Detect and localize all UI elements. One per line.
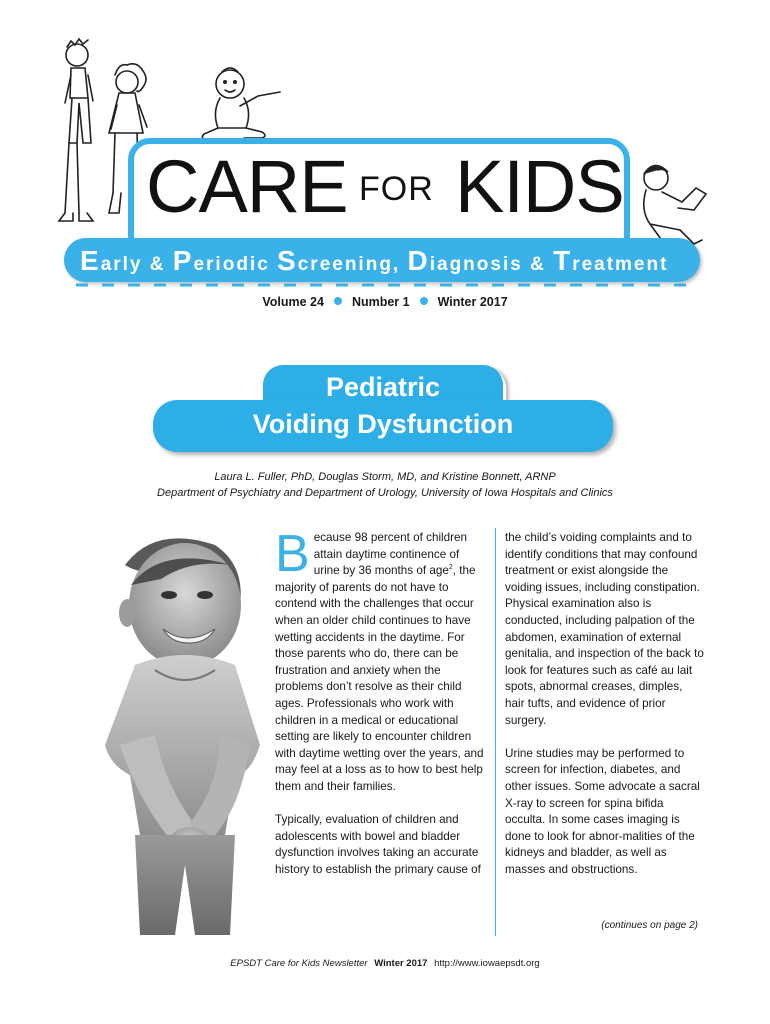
page-footer — [0, 958, 770, 969]
article-title-line2: Voiding Dysfunction — [252, 409, 514, 439]
affiliation: Department of Psychiatry and Department of Urology, University of Iowa Hospitals and Clinics — [157, 487, 613, 499]
subtitle-cap-e: E — [80, 245, 101, 276]
paragraph-rest: , the majority of parents do not have to contend with the challenges that occur when an older child continues to have wetting accidents in the daytime. For those parents who do, there can be frustration and anxiety when the problems don’t resolve as their child ages. Professionals who work with children in a medical or educational setting are likely to encounter children with daytime wetting over the years, and may feel at a loss as to how to best help them and their families. — [275, 564, 484, 793]
masthead-title-for: FOR — [359, 170, 434, 208]
article-paragraph — [275, 525, 487, 796]
subtitle-word-diagnosis: iagnosis & — [429, 254, 554, 275]
baby-drawing-icon — [200, 62, 288, 142]
footer-newsletter: EPSDT Care for Kids Newsletter — [230, 958, 368, 969]
article-paragraph: Urine studies may be performed to screen for infection, diabetes, and other issues. Some advocate a sacral X-ray to screen for spina bifida occulta. In some cases imaging is done to look for abnor-malities of the kidneys and bladder, as well as masses and obstructions. — [505, 746, 700, 876]
paragraph-lead: ecause 98 percent of children attain daytime continence of urine by 36 months of age — [313, 531, 468, 578]
issue-info — [0, 295, 770, 309]
subtitle-cap-p: P — [172, 245, 194, 276]
issue-volume: Volume 24 — [262, 295, 324, 309]
footer-url[interactable]: http://www.iowaepsdt.org — [434, 958, 540, 969]
issue-number: Number 1 — [351, 295, 410, 309]
article-column-2 — [505, 530, 705, 895]
article-column-1 — [275, 525, 487, 895]
article-paragraph: Typically, evaluation of children and adolescents with bowel and bladder dysfunction involves taking an accurate history to establish the primary cause of — [275, 813, 481, 876]
subtitle-dash-rule — [76, 282, 696, 288]
drop-cap: B — [275, 525, 310, 583]
separator-dot — [420, 297, 428, 305]
column-divider — [495, 528, 496, 936]
footer-edition: Winter 2017 — [374, 958, 428, 969]
child-photo — [95, 525, 265, 935]
masthead-title-care: CARE — [146, 145, 348, 228]
footnote-ref: 2 — [448, 564, 453, 572]
subtitle-word-periodic: eriodic — [193, 254, 278, 275]
article-byline — [0, 469, 770, 501]
subtitle-word-early: arly & — [100, 254, 173, 275]
subtitle-word-treatment: reatment — [572, 254, 669, 275]
subtitle-cap-t: T — [553, 245, 573, 276]
masthead-subtitle — [80, 246, 700, 276]
masthead-title-kids: KIDS — [455, 145, 624, 228]
subtitle-word-screening: creening, — [297, 254, 408, 275]
issue-season: Winter 2017 — [437, 295, 508, 309]
article-paragraph: the child’s voiding complaints and to identify conditions that may confound treatment or exist alongside the voiding issues, including constipation. Physical examination also is conducted, including palpation of the abdomen, examination of external genitalia, and inspection of the back to look for features such as café au lait spots, abnormal creases, dimples, hair tufts, and evidence of prior surgery. — [505, 531, 704, 727]
continues-note: (continues on page 2) — [601, 920, 698, 931]
subtitle-cap-s: S — [277, 245, 298, 276]
separator-dot — [334, 297, 342, 305]
subtitle-cap-d: D — [407, 245, 430, 276]
authors: Laura L. Fuller, PhD, Douglas Storm, MD, and Kristine Bonnett, ARNP — [214, 471, 556, 483]
article-title-line1: Pediatric — [325, 372, 441, 402]
